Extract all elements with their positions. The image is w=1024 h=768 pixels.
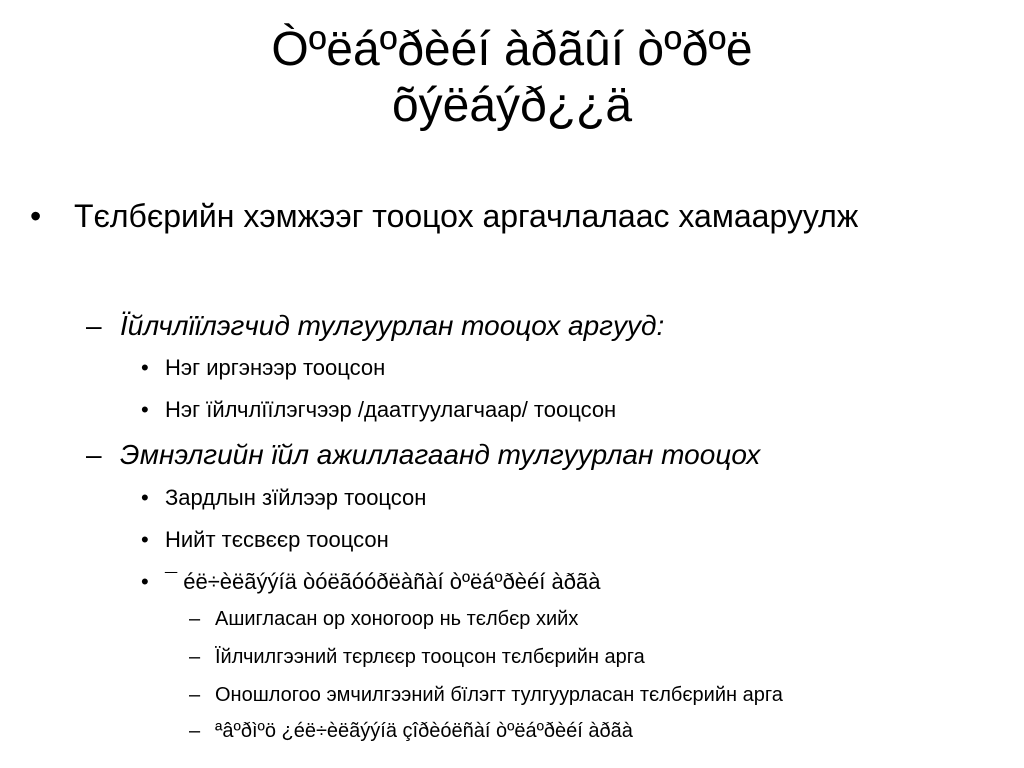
- bullet-icon: •: [141, 569, 149, 594]
- detail-text: Оношлогоо эмчилгээний бїлэгт тулгуурласан тєлбєрийн арга: [215, 684, 783, 706]
- dash-icon: –: [189, 608, 201, 630]
- dash-icon: –: [86, 310, 102, 341]
- detail-text: Ашигласан ор хоногоор нь тєлбєр хийх: [215, 608, 579, 630]
- list-item-service-based: [141, 568, 600, 596]
- bullet-icon: •: [141, 397, 149, 422]
- dash-icon: –: [86, 439, 102, 470]
- bullet-icon: •: [141, 355, 149, 380]
- slide-title-line-1: Òºëáºðèéí àðãûí òºðºë: [271, 23, 753, 76]
- list-item-text: Нийт тєсвєєр тооцсон: [165, 527, 389, 552]
- dash-icon: –: [189, 646, 201, 668]
- detail-special-services: [189, 718, 633, 744]
- list-item-global-budget: [141, 526, 389, 554]
- bullet-icon: •: [141, 485, 149, 510]
- list-item-per-client: [141, 396, 616, 424]
- bullet-icon: •: [141, 527, 149, 552]
- subitem-client-based: [86, 309, 664, 343]
- list-item-text: ¯ éë÷èëãýýíä òóëãóóðëàñàí òºëáºðèéí àðãà: [165, 569, 601, 594]
- slide-title-line-2: õýëáýð¿¿ä: [391, 79, 633, 132]
- list-item-line-item: [141, 484, 426, 512]
- subitem-text: Эмнэлгийн їйл ажиллагаанд тулгуурлан тооцох: [120, 439, 761, 470]
- dash-icon: –: [189, 684, 201, 706]
- list-item-text: Зардлын зїйлээр тооцсон: [165, 485, 427, 510]
- dash-icon: –: [189, 720, 201, 742]
- bullet-item-payment-methods: [30, 195, 990, 237]
- detail-text: Їйлчилгээний тєрлєєр тооцсон тєлбєрийн арга: [215, 646, 645, 668]
- detail-bed-days: [189, 606, 578, 632]
- detail-diagnosis-groups: [189, 682, 783, 708]
- subitem-activity-based: [86, 438, 760, 472]
- bullet-text: Тєлбєрийн хэмжээг тооцох аргачлалаас хамааруулж: [74, 198, 859, 234]
- list-item-text: Нэг їйлчлїїлэгчээр /даатгуулагчаар/ тооцсон: [165, 397, 617, 422]
- detail-service-type: [189, 644, 645, 670]
- list-item-text: Нэг иргэнээр тооцсон: [165, 355, 386, 380]
- slide-title: [60, 22, 964, 134]
- subitem-text: Їйлчлїїлэгчид тулгуурлан тооцох аргууд:: [120, 310, 665, 341]
- list-item-per-citizen: [141, 354, 385, 382]
- bullet-icon: •: [30, 198, 42, 234]
- detail-text: ªâºðìºö ¿éë÷èëãýýíä çîðèóëñàí òºëáºðèéí àðãà: [215, 720, 633, 742]
